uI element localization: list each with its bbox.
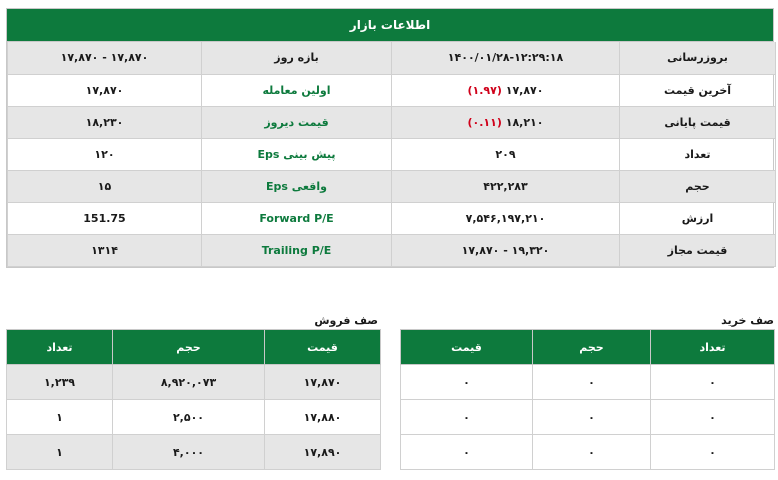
market-info-title: اطلاعات بازار [7,9,773,42]
last-price-cell [392,74,620,106]
buy-price-header: قیمت [401,330,533,365]
buy-volume: ۰ [533,365,651,400]
sell-price: ۱۷,۸۹۰ [265,435,381,470]
forward-pe-label: Forward P/E [202,202,392,234]
table-row [7,435,381,470]
table-row [401,400,775,435]
buy-count: ۰ [651,400,775,435]
market-row [8,234,776,266]
buy-price: ۰ [401,365,533,400]
sell-queue-table [6,329,381,470]
sell-queue-panel [6,314,380,470]
day-range-value: ۱۷,۸۷۰ - ۱۷,۸۷۰ [8,42,202,74]
eps-actual-label: Eps واقعی [202,170,392,202]
closing-price-value: ۱۸,۲۱۰ [505,115,544,129]
update-time-label: بروزرسانی [620,42,776,74]
table-row [7,400,381,435]
allowed-price-label: قیمت مجاز [620,234,776,266]
buy-price: ۰ [401,400,533,435]
sell-count: ۱ [7,400,113,435]
table-row [7,365,381,400]
table-row [401,365,775,400]
first-trade-label: اولین معامله [202,74,392,106]
buy-volume: ۰ [533,435,651,470]
eps-forecast-label: Eps پیش بینی [202,138,392,170]
market-row [8,42,776,74]
volume-label: حجم [620,170,776,202]
buy-price: ۰ [401,435,533,470]
eps-forecast-value: ۱۲۰ [8,138,202,170]
trade-count-label: تعداد [620,138,776,170]
sell-queue-title: صف فروش [314,314,378,327]
allowed-price-value: ۱۹,۳۲۰ - ۱۷,۸۷۰ [392,234,620,266]
closing-price-change: (۰.۱۱) [467,115,502,129]
sell-price: ۱۷,۸۷۰ [265,365,381,400]
sell-count: ۱,۲۳۹ [7,365,113,400]
buy-queue-title: صف خرید [721,314,774,327]
buy-queue-header-row [401,330,775,365]
sell-count: ۱ [7,435,113,470]
sell-volume: ۲,۵۰۰ [113,400,265,435]
market-row [8,202,776,234]
market-row [8,170,776,202]
buy-volume-header: حجم [533,330,651,365]
sell-price: ۱۷,۸۸۰ [265,400,381,435]
yesterday-price-value: ۱۸,۲۳۰ [8,106,202,138]
sell-volume: ۴,۰۰۰ [113,435,265,470]
sell-queue-header-row [7,330,381,365]
market-info-panel [6,8,774,268]
buy-queue-table [400,329,775,470]
sell-count-header: تعداد [7,330,113,365]
last-price-label: آخرین قیمت [620,74,776,106]
sell-price-header: قیمت [265,330,381,365]
sell-volume: ۸,۹۲۰,۰۷۳ [113,365,265,400]
market-row [8,106,776,138]
buy-queue-panel [400,314,774,470]
buy-count-header: تعداد [651,330,775,365]
trailing-pe-label: Trailing P/E [202,234,392,266]
update-time-value: ۱۴۰۰/۰۱/۲۸-۱۲:۲۹:۱۸ [392,42,620,74]
value-amount: ۷,۵۴۶,۱۹۷,۲۱۰ [392,202,620,234]
eps-actual-value: ۱۵ [8,170,202,202]
closing-price-cell [392,106,620,138]
buy-count: ۰ [651,365,775,400]
table-row [401,435,775,470]
buy-volume: ۰ [533,400,651,435]
market-row [8,74,776,106]
market-info-table [7,42,776,267]
buy-count: ۰ [651,435,775,470]
volume-value: ۴۲۲,۲۸۳ [392,170,620,202]
day-range-label: بازه روز [202,42,392,74]
trade-count-value: ۲۰۹ [392,138,620,170]
first-trade-value: ۱۷,۸۷۰ [8,74,202,106]
last-price-value: ۱۷,۸۷۰ [505,83,544,97]
yesterday-price-label: قیمت دیروز [202,106,392,138]
sell-volume-header: حجم [113,330,265,365]
market-row [8,138,776,170]
closing-price-label: قیمت پایانی [620,106,776,138]
last-price-change: (۱.۹۷) [467,83,502,97]
value-label: ارزش [620,202,776,234]
forward-pe-value: 151.75 [8,202,202,234]
trailing-pe-value: ۱۳۱۴ [8,234,202,266]
